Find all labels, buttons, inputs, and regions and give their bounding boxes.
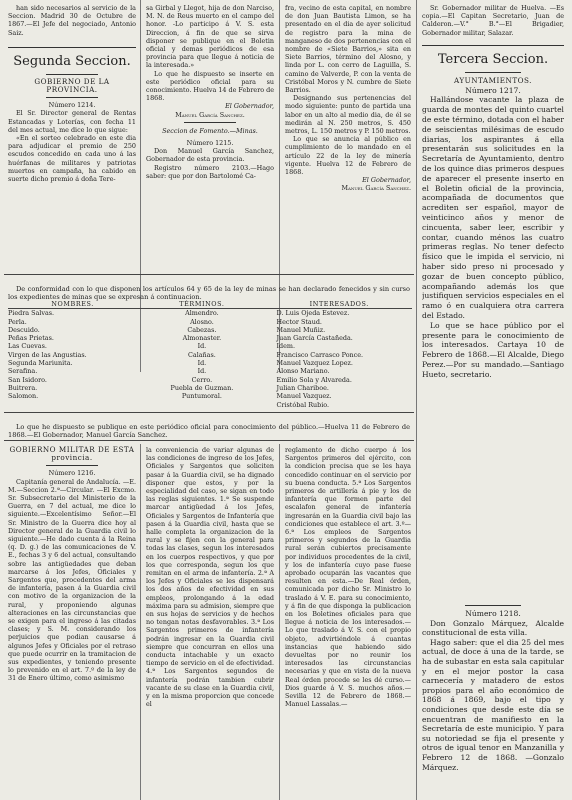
section-title-tercera: Tercera Seccion. <box>437 51 549 67</box>
col2-body2: Lo que he dispuesto se inserte en este periódico oficial para su conocimiento. Huelva 14 de Febrero de 1868. <box>146 69 274 103</box>
divider <box>46 74 97 75</box>
firma-title: El Gobernador, <box>362 176 411 185</box>
numero-1214: Número 1214. <box>48 101 96 110</box>
col2-bottom-body: la conveniencia de variar algunas de las condiciones de ingreso de los Jefes, Oficiales y Sargentos que soliciten pasar á la Guardia civil, se ha dignado disponer que estos, y por la especialidad del caso, se sigan en todo las reglas siguientes. 1.ª Se suspende marcar antigüedad á los Jefes, Oficiales y Sargentos de Infantería que pasen á la Guardia civil, hasta que se halle completa la organizacion de la rural y se fijen con la general para todas las clases, segun los interesados en los cuerpos respectivos, y que por los que corresponda, segun los que remitan en el arma de infantería. 2.ª A los Jefes y Oficiales se les dispensará los dos años de efectividad en sus empleos, prolongando á la edad máxima para su admision, siempre que en sus hojas de servicios y de hechos no tengan notas desfavorables. 3.ª Los Sargentos primeros de infantería podrán ingresar en la Guardia civil siempre que concurran en ellos una conducta intachable y un exacto tiempo de servicio en el de efectividad. 4.ª Los Sargentos segundos de infantería podrán tambien cubrir vacante de su clase en la Guardia civil, y en la misma proporcion que concede el <box>146 446 274 709</box>
cell-interesado: Alonso Mariano. <box>276 367 330 376</box>
table-row <box>8 351 412 359</box>
cell-termino <box>137 401 266 409</box>
col3-body2: Designando sus pertenencias del modo siguiente: punto de partida una labor en un alto al medio dia, de él se medirán al N. 250 metros, S. 450 metros, L. 150 metros y P. 150 metros. <box>285 94 411 136</box>
column-separator <box>279 444 280 800</box>
table-row <box>8 318 412 326</box>
col3-bottom-body: reglamento de dicho cuerpo á los Sargentos primeros del ejército, con la condicion precisa que se les haya concedido continuar en el servicio por su buena conducta. 5.ª Los Sargentos primeros de artillería á pie y los de infantería que formen parte del escalafon general de infantería ingresarán en la Guardia civil bajo las condiciones que establece el art. 3.º—6.ª Los empleos de Sargentos primeros y segundos de la Guardia rural serán cubiertos precisamente por individuos procedentes de la civil, y los de infantería cuyo pase fuese aprobado ocuparán las vacantes que resulten en esta.—De Real órden, comunicada por dicho Sr. Ministro lo traslado á V. E. para su conocimiento, y á fin de que disponga la publicacion en los Boletines oficiales para que llegue á noticia de los interesados.—Lo que traslado á V. S. con el propio objeto, advirtiéndole á cuantas instancias que habiendo sido devueltas por no reunir los interesados las circunstancias necesarias y que en vista de la nueva Real órden procede se les dé curso.—Dios guarde á V. S. muchos años.—Sevilla 12 de Febrero de 1868.—Manuel Lassalas.— <box>285 446 411 709</box>
cell-termino: Puebla de Guzman. <box>170 383 234 392</box>
sub-title-gobierno: GOBIERNO DE LA PROVINCIA. <box>34 76 110 95</box>
col4-bottom-body2: Hago saber: que el dia 25 del mes actual, de doce á una de la tarde, se ha de subastar en esta sala capitular y en el mejor postor la casa carnecería y matadero de estos propios para el año económico de 1868 á 1869, bajo el tipo y condiciones que desde este día se encuentran de manifiesto en la Secretaría de este municipio. Y para su notoriedad se fija el presente y otros de igual tenor en Manzanilla y Febrero 12 de 1868. —Gonzalo Márquez. <box>422 637 564 772</box>
cell-nombre: Salomon. <box>8 392 39 401</box>
table-row <box>8 359 412 367</box>
mines-table <box>8 300 412 409</box>
col3-body: fra, vecino de esta capital, en nombre de don Juan Bautista Limon, se ha presentado en el dia de ayer solicitud de registro para la mina de manganeso de dos pertenencias con el nombre de «Siete Barrios,» sita en Siete Barrios, término del Alosno, y linda por L. con cerro de Laguilla, S. camino de Valverde, P. con la venta de Cristóbal Moros y N. cumbre de Siete Barrios. <box>285 4 411 95</box>
cell-termino: Id. <box>197 342 207 351</box>
mines-closing: Lo que he dispuesto se publique en este periódico oficial para conocimiento del público.—Huelva 11 de Febrero de 1868.—El Gobernador, Manuel García Sanchez. <box>8 422 410 439</box>
cell-interesado: Cristóbal Rubio. <box>276 400 330 409</box>
col2-body: sa Girbal y Llegot, hija de don Narciso, M. N. de Reus muerto en el campo del honor. -Lo participo á V. S. esta Direccion, á fin de que se sirva disponer se publique en el Boletin oficial y demas periódicos de esa provincia para que llegue á noticia de la interesada.» <box>146 4 274 70</box>
cell-termino: Id. <box>197 359 207 368</box>
cell-termino: Puntumoral. <box>181 392 222 401</box>
cell-nombre: Perla. <box>8 317 27 326</box>
col2-body4: Registro número 2103.—Hago saber: que por don Bartolomé Ca- <box>146 163 274 180</box>
divider <box>184 122 235 123</box>
table-row <box>8 376 412 384</box>
cell-interesado: Manuel Muñiz. <box>276 325 326 334</box>
cell-nombre: Segunda Mariunita. <box>8 359 73 368</box>
col-header-terminos: TÉRMINOS. <box>137 300 266 309</box>
fomento-heading: Seccion de Fomento.—Minas. <box>162 126 258 135</box>
column-2-bottom <box>146 446 274 796</box>
cell-termino: Alosno. <box>190 317 214 326</box>
cell-nombre: Las Cuevas. <box>8 342 47 351</box>
cell-interesado: D. Luis Ojeda Estevez. <box>276 309 350 318</box>
col4-bottom-body: Don Gonzalo Márquez, Alcalde constitucional de esta villa. <box>422 618 564 638</box>
cell-termino: Cabezas. <box>187 325 217 334</box>
cell-termino: Almendro. <box>185 309 219 318</box>
cell-nombre: San Isidoro. <box>8 375 47 384</box>
table-row <box>8 367 412 375</box>
col2-body3: Don Manuel García Sanchez, Gobernador de esta provincia. <box>146 147 274 164</box>
cell-nombre: Virgen de las Angustias. <box>8 350 87 359</box>
table-row <box>8 342 412 350</box>
firma-title: El Gobernador, <box>225 102 274 111</box>
col1-body: El Sr. Director general de Rentas Estancadas y Loterías, con fecha 11 del mes actual, me dice lo que sigue: <box>8 109 136 134</box>
divider <box>4 274 414 275</box>
column-1-bottom <box>8 446 136 796</box>
mines-intro: De conformidad con lo que disponen los artículos 64 y 65 de la ley de minas se han declarado fenecidos y sin curso los expedientes de minas que se expresan á continuacion. <box>8 284 410 301</box>
mines-table-body <box>8 309 412 409</box>
cell-interesado: Juan García Castañeda. <box>276 334 353 343</box>
column-separator <box>140 444 141 800</box>
cell-interesado: Idem. <box>276 342 296 351</box>
cell-interesado: Manuel Vazquez. <box>276 392 332 401</box>
divider <box>46 97 97 98</box>
divider <box>4 412 414 413</box>
numero-1215: Número 1215. <box>186 139 234 148</box>
col1-quote: «En el sorteo celebrado en este dia para adjudicar el premio de 250 escudos concedido en cada uno á las huérfanas de militares y patriotas muertos en campaña, ha cabido en suerte dicho premio á doña Tere- <box>8 134 136 184</box>
table-row <box>8 384 412 392</box>
col4-body2: Lo que se hace público por el presente para le conocimiento de los interesados. Cartaya 10 de Febrero de 1868.—El Alcalde, Diego Perez.—Por su mandado.—Santiago Hueto, secretario. <box>422 320 564 379</box>
cell-nombre <box>8 401 137 409</box>
column-4-top <box>422 4 564 592</box>
divider <box>8 47 136 48</box>
firma-name: Manuel García Sanchez. <box>341 184 411 193</box>
cell-termino: Cerro. <box>191 375 213 384</box>
cell-interesado: Manuel Vazquez Lopez. <box>276 359 353 368</box>
sub-title-gobierno-militar: GOBIERNO MILITAR DE ESTA provincia. <box>9 446 135 463</box>
divider <box>422 45 564 46</box>
table-row <box>8 309 412 318</box>
cell-interesado: Hector Staud. <box>276 317 322 326</box>
col3-body3: Lo que se anuncia al público en cumplimiento de lo mandado en el artículo 22 de la ley de minería vigente. Huelva 12 de Febrero de 1868. <box>285 135 411 177</box>
col-header-interesados: INTERESADOS. <box>267 300 412 309</box>
table-row <box>8 392 412 400</box>
numero-1218: Número 1218. <box>465 609 521 618</box>
col1-intro: han sido necesarios al servicio de la Seccion. Madrid 30 de Octubre de 1867.—El Jefe del negociado, Antonio Saiz. <box>8 4 136 37</box>
table-row <box>8 401 412 409</box>
firma-name: Manuel García Sanchez. <box>175 110 245 119</box>
cell-interesado: Francisco Carrasco Ponce. <box>276 350 364 359</box>
divider <box>465 72 522 73</box>
col4-intro: Sr. Gobernador militar de Huelva. —Es copia.—El Capitan Secretario, Juan de Calderon.—V.° B.°—El Brigadier, Gobernador militar, Salazar. <box>422 4 564 37</box>
table-row <box>8 334 412 342</box>
col-header-nombres: NOMBRES. <box>8 300 137 309</box>
cell-nombre: Serafina. <box>8 367 38 376</box>
numero-1217: Número 1217. <box>465 85 521 95</box>
table-row <box>8 326 412 334</box>
cell-nombre: Piedra Salvas. <box>8 309 55 318</box>
cell-interesado: Emilio Sola y Alvareda. <box>276 375 352 384</box>
cell-nombre: Buitrera. <box>8 383 38 392</box>
cell-termino: Id. <box>197 367 207 376</box>
cell-termino: Almonaster. <box>182 334 222 343</box>
col1-bottom-body: Capitanía general de Andalucía. —E. M.—Seccion 2.ª—Circular. —El Excmo. Sr. Subsecretario del Ministerio de la Guerra, en 7 del actual, me dice lo siguiente.—Excelentísimo Señor.—El Sr. Ministro de la Guerra dice hoy al Director general de la Guardia civil lo siguiente.—He dado cuenta á la Reina (q. D. g.) de las comunicaciones de V. E., fechas 3 y 6 del actual, consultando sobre las antigüedades que deban marcarse á los Jefes, Oficiales y Sargentos que, procedentes del arma de infantería, pasen á la Guardia civil con motivo de la organizacion de la rural, y proponiendo algunas alteraciones en las circunstancias que se exigen para el ingreso á las citadas clases; y S. M. considerando los perjuicios que podian causarse á algunos Jefes y Oficiales por el retraso que puede ocurrir en la tramitacion de sus expedientes, y teniendo presente lo prevenido en el art. 7.º de la ley de 31 de Enero último, como asimismo <box>8 477 136 683</box>
mines-header-row <box>8 300 412 309</box>
cell-nombre: Descuido. <box>8 325 40 334</box>
numero-1216: Número 1216. <box>48 469 96 478</box>
sub-title-ayuntamientos: AYUNTAMIENTOS. <box>454 75 532 85</box>
column-separator <box>416 600 417 800</box>
cell-nombre: Peñas Prietas. <box>8 334 54 343</box>
section-title-segunda: Segunda Seccion. <box>13 53 131 69</box>
cell-interesado: Julian Chariboe. <box>276 383 329 392</box>
col4-body: Hallándose vacante la plaza de guarda de montes del quinto cuartel de este término, dotada con el haber de seiscientas milésimas de escudo diarias, los aspirantes á ella presentarán sus solicitudes en la Secretaría de Ayuntamiento, dentro de los quince dias primeros despues de aparecer el presente inserto en el Boletin oficial de la provincia, acompañada de documentos que acrediten ser español, mayor de veinticinco años y menor de cincuenta, saber leer, escribir y contar, cuando ménos las cuatro primeras reglas. No tener defecto físico que le impida el servicio, ni haber sido preso ni procesado y gozar de buen concepto público, acompañando además los que justifiquen servicios especiales en el ramo ó en cualquiera otra carrera del Estado. <box>422 95 564 320</box>
cell-termino: Calañas. <box>188 350 216 359</box>
divider <box>465 605 522 606</box>
column-3-bottom <box>285 446 411 796</box>
column-4-bottom <box>422 602 564 796</box>
divider <box>46 465 97 466</box>
column-separator <box>416 0 417 600</box>
divider <box>4 440 414 441</box>
